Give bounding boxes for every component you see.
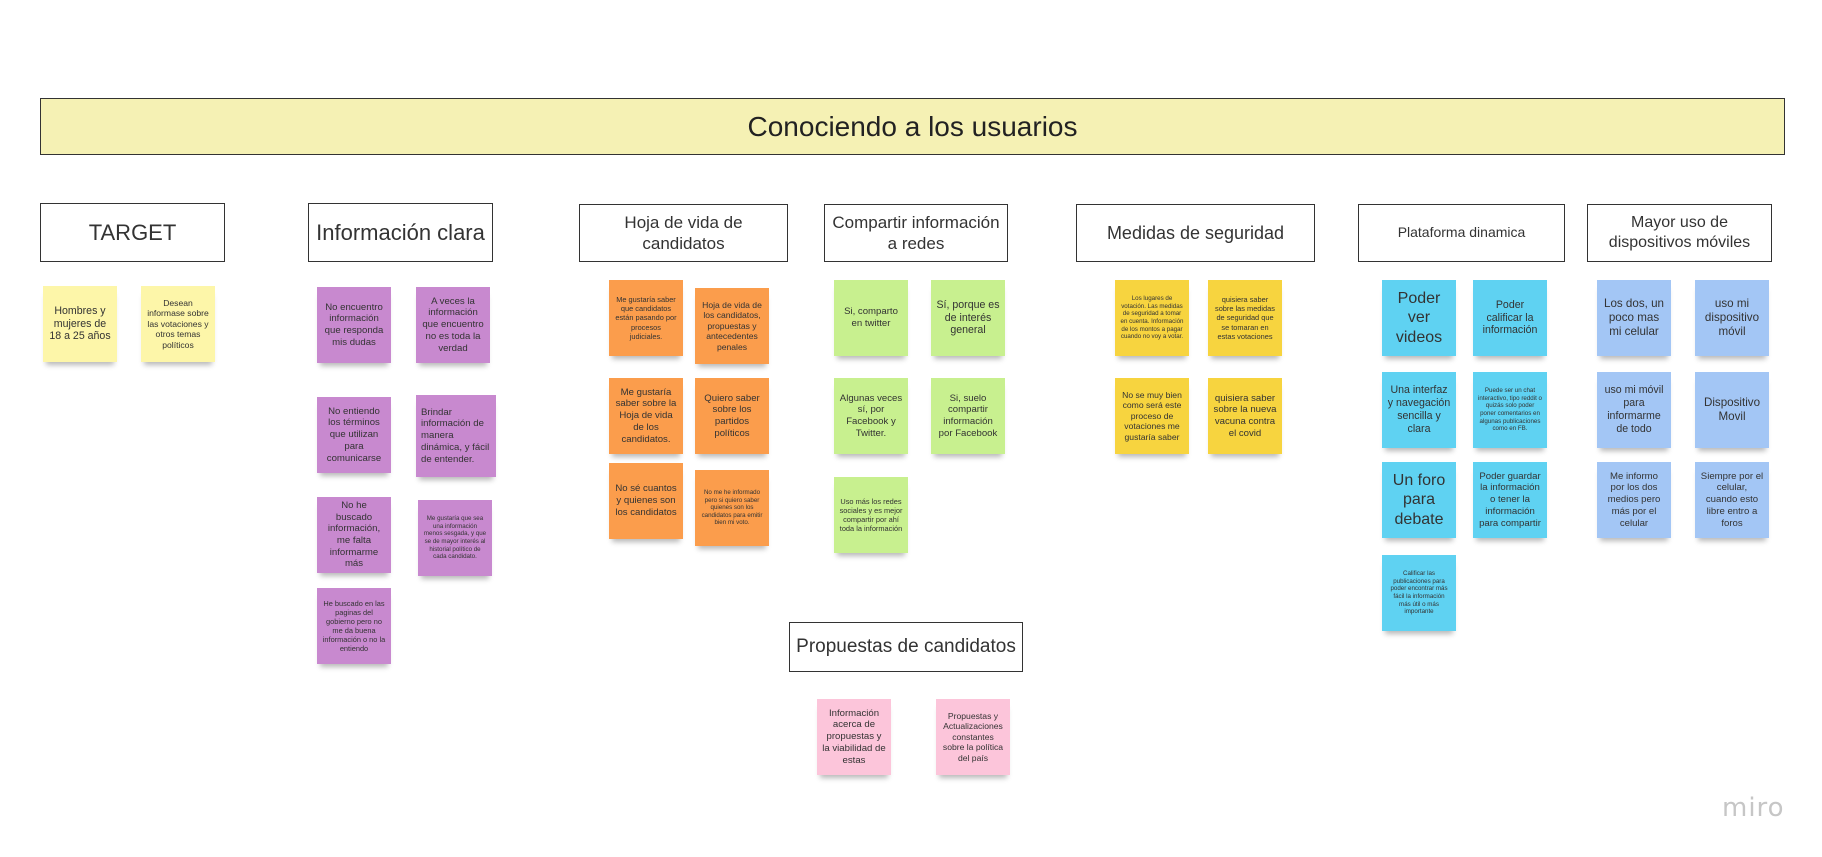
sticky-note[interactable]: Poder guardar la información o tener la información para compartir bbox=[1473, 462, 1547, 538]
sticky-note[interactable]: Un foro para debate bbox=[1382, 462, 1456, 538]
sticky-note[interactable]: Quiero saber sobre los partidos políticos bbox=[695, 378, 769, 454]
board-title: Conociendo a los usuarios bbox=[747, 110, 1078, 142]
sticky-note[interactable]: Hoja de vida de los candidatos, propuestas y antecedentes penales bbox=[695, 288, 769, 364]
sticky-note[interactable]: No he buscado información, me falta informarme más bbox=[317, 497, 391, 573]
sticky-note[interactable]: Algunas veces sí, por Facebook y Twitter. bbox=[834, 378, 908, 454]
sticky-note[interactable]: Si, suelo compartir información por Facebook bbox=[931, 378, 1005, 454]
header-informacion-clara[interactable]: Información clara bbox=[308, 203, 493, 262]
sticky-note[interactable]: quisiera saber sobre las medidas de seguridad que se tomaran en estas votaciones bbox=[1208, 280, 1282, 356]
sticky-note[interactable]: Me gustaría saber sobre la Hoja de vida de los candidatos. bbox=[609, 378, 683, 454]
sticky-note[interactable]: Propuestas y Actualizaciones constantes sobre la política del país bbox=[936, 699, 1010, 775]
sticky-note[interactable]: No se muy bien como será este proceso de votaciones me gustaría saber bbox=[1115, 378, 1189, 454]
sticky-note[interactable]: Desean informase sobre las votaciones y otros temas políticos bbox=[141, 286, 215, 362]
header-plataforma-dinamica[interactable]: Plataforma dinamica bbox=[1358, 204, 1565, 262]
board-title-banner[interactable] bbox=[40, 98, 1785, 155]
sticky-note[interactable]: Me informo por los dos medios pero más por el celular bbox=[1597, 462, 1671, 538]
sticky-note[interactable]: He buscado en las paginas del gobierno pero no me da buena información o no la entiendo bbox=[317, 588, 391, 664]
sticky-note[interactable]: Me gustaría que sea una información menos sesgada, y que se de mayor interés al historial político de cada candidato. bbox=[418, 500, 492, 576]
sticky-note[interactable]: Puede ser un chat interactivo, tipo reddit o quizás solo poder poner comentarios en algunas publicaciones como en FB. bbox=[1473, 372, 1547, 448]
sticky-note[interactable]: Uso más los redes sociales y es mejor compartir por ahí toda la información bbox=[834, 477, 908, 553]
miro-logo: miro bbox=[1722, 793, 1785, 823]
sticky-note[interactable]: Dispositivo Movil bbox=[1695, 372, 1769, 448]
sticky-note[interactable]: No encuentro información que responda mis dudas bbox=[317, 287, 391, 363]
sticky-note[interactable]: Calificar las publicaciones para poder encontrar más fácil la información más útil o más importante bbox=[1382, 555, 1456, 631]
sticky-note[interactable]: Me gustaría saber que candidatos están pasando por procesos judiciales. bbox=[609, 280, 683, 356]
sticky-note[interactable]: Hombres y mujeres de 18 a 25 años bbox=[43, 286, 117, 362]
sticky-note[interactable]: Brindar información de manera dinámica, y fácil de entender. bbox=[416, 395, 496, 477]
sticky-note[interactable]: No me he informado pero si quiero saber quienes son los candidatos para emitir bien mi voto. bbox=[695, 470, 769, 546]
sticky-note[interactable]: Una interfaz y navegación sencilla y clara bbox=[1382, 372, 1456, 448]
sticky-note[interactable]: uso mi móvil para informarme de todo bbox=[1597, 372, 1671, 448]
header-target[interactable]: TARGET bbox=[40, 203, 225, 262]
sticky-note[interactable]: Los dos, un poco mas mi celular bbox=[1597, 280, 1671, 356]
sticky-note[interactable]: Poder ver videos bbox=[1382, 280, 1456, 356]
sticky-note[interactable]: Los lugares de votación. Las medidas de seguridad a tomar en cuenta. Información de los montos a pagar cuando no voy a votar. bbox=[1115, 280, 1189, 356]
header-compartir-redes[interactable]: Compartir información a redes bbox=[824, 204, 1008, 262]
header-dispositivos-moviles[interactable]: Mayor uso de dispositivos móviles bbox=[1587, 204, 1772, 262]
sticky-note[interactable]: quisiera saber sobre la nueva vacuna contra el covid bbox=[1208, 378, 1282, 454]
header-medidas-seguridad[interactable]: Medidas de seguridad bbox=[1076, 204, 1315, 262]
sticky-note[interactable]: No sé cuantos y quienes son los candidatos bbox=[609, 463, 683, 539]
sticky-note[interactable]: Poder calificar la información bbox=[1473, 280, 1547, 356]
sticky-note[interactable]: uso mi dispositivo móvil bbox=[1695, 280, 1769, 356]
header-hoja-de-vida[interactable]: Hoja de vida de candidatos bbox=[579, 204, 788, 262]
sticky-note[interactable]: Si, comparto en twitter bbox=[834, 280, 908, 356]
sticky-note[interactable]: Información acerca de propuestas y la viabilidad de estas bbox=[817, 699, 891, 775]
header-propuestas[interactable]: Propuestas de candidatos bbox=[789, 622, 1023, 672]
sticky-note[interactable]: Sí, porque es de interés general bbox=[931, 280, 1005, 356]
sticky-note[interactable]: Siempre por el celular, cuando esto libre entro a foros bbox=[1695, 462, 1769, 538]
sticky-note[interactable]: A veces la información que encuentro no es toda la verdad bbox=[416, 287, 490, 363]
sticky-note[interactable]: No entiendo los términos que utilizan para comunicarse bbox=[317, 397, 391, 473]
